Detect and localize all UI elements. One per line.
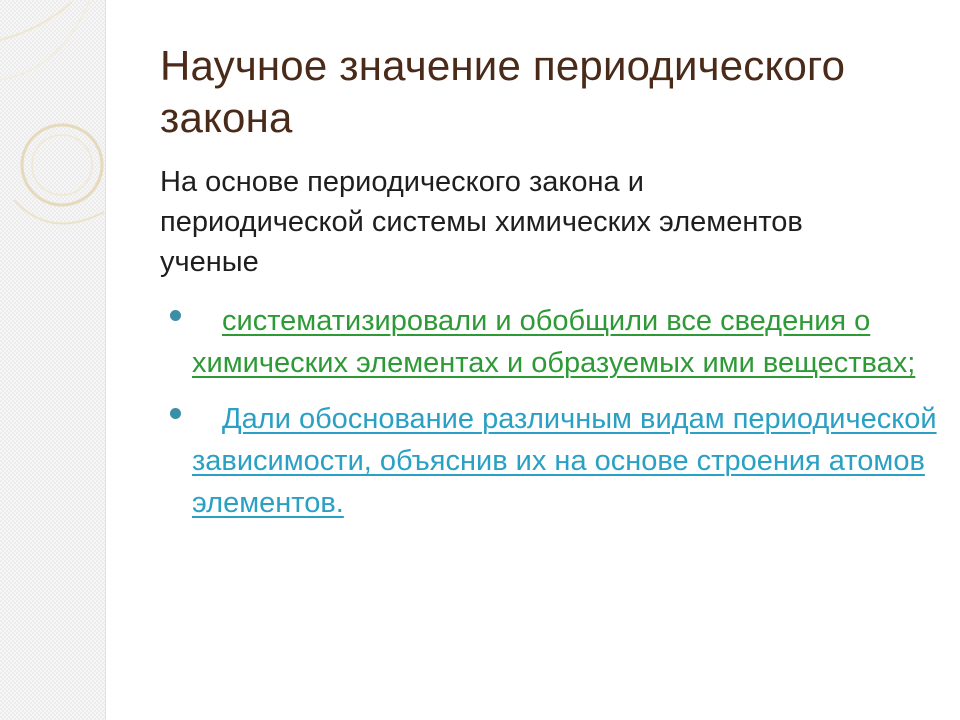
decorative-arc-top-outer	[0, 0, 90, 80]
intro-text: На основе периодического закона и периодической системы химических элементов ученые	[160, 166, 803, 278]
bullet-dot-icon	[170, 310, 181, 321]
decorative-ring-large	[22, 125, 102, 205]
bullet-item-1	[160, 300, 940, 384]
decorative-arc-top	[0, 2, 72, 40]
bullet-link-1[interactable]: систематизировали и обобщили все сведения о химических элементах и образуемых ими веществах;	[192, 305, 916, 379]
bullet-list	[160, 300, 940, 538]
decorative-ring-inner	[32, 135, 92, 195]
decorative-rings-graphic	[0, 0, 140, 260]
slide-title: Научное значение периодического закона	[160, 42, 846, 141]
bullet-dot-icon	[170, 408, 181, 419]
bullet-item-2	[160, 398, 940, 524]
bullet-link-2[interactable]: Дали обоснование различным видам периодической зависимости, объяснив их на основе строения атомов элементов.	[192, 403, 937, 519]
